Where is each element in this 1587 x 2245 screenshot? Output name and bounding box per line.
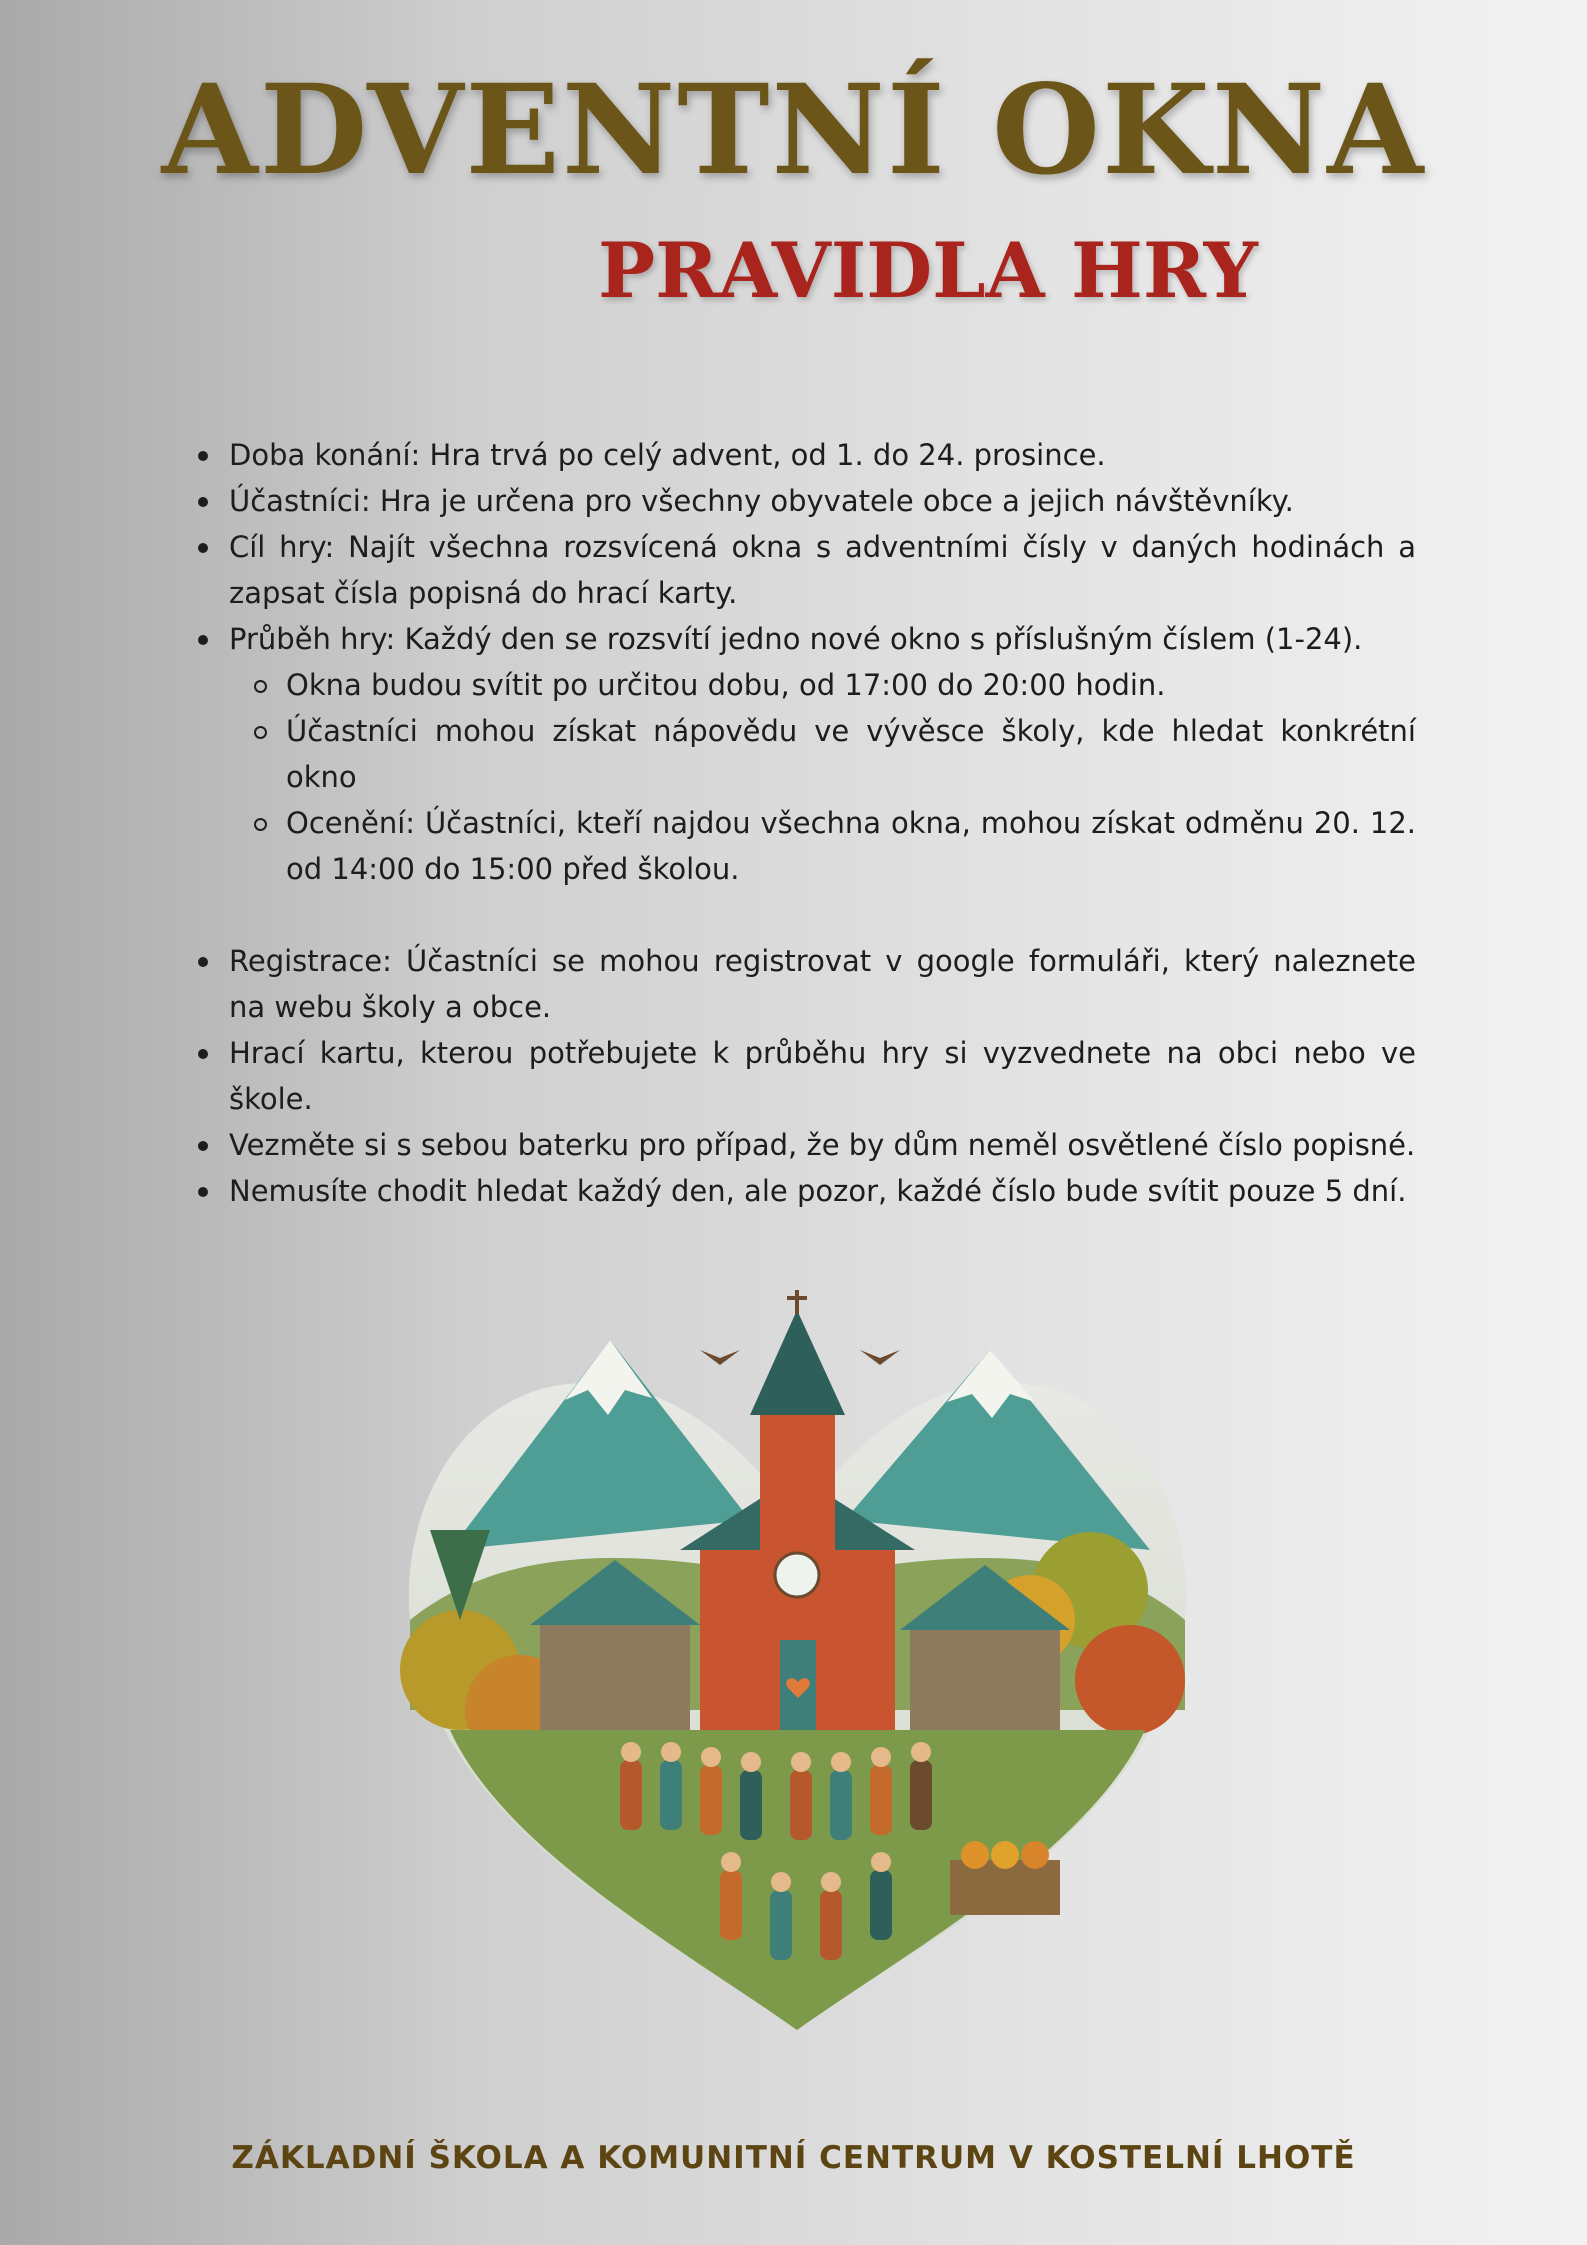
footer-school-name: ZÁKLADNÍ ŠKOLA A KOMUNITNÍ CENTRUM V KOSTELNÍ LHOTĚ bbox=[231, 2140, 1356, 2176]
pumpkin-icon bbox=[961, 1841, 989, 1869]
rules-group-2 bbox=[196, 938, 1416, 1214]
rule-item: Vezměte si s sebou baterku pro případ, že by dům neměl osvětlené číslo popisné. bbox=[196, 1122, 1416, 1168]
church-window bbox=[775, 1553, 819, 1597]
church-tower bbox=[760, 1410, 835, 1560]
rule-item: Průběh hry: Každý den se rozsvítí jedno nové okno s příslušným číslem (1-24). bbox=[196, 616, 1416, 662]
bird-icon bbox=[700, 1350, 740, 1365]
rule-item: Hrací kartu, kterou potřebujete k průběhu hry si vyzvednete na obci nebo ve škole. bbox=[196, 1030, 1416, 1122]
page-subtitle: PRAVIDLA HRY bbox=[598, 226, 1258, 315]
sub-rule-item: Okna budou svítit po určitou dobu, od 17:00 do 20:00 hodin. bbox=[196, 662, 1416, 708]
bird-icon bbox=[860, 1350, 900, 1365]
spacer bbox=[196, 892, 1416, 938]
tree-icon bbox=[1075, 1625, 1185, 1735]
page-title: ADVENTNÍ OKNA bbox=[161, 58, 1426, 203]
rules-group-1 bbox=[196, 432, 1416, 662]
sub-rule-item: Ocenění: Účastníci, kteří najdou všechna okna, mohou získat odměnu 20. 12. od 14:00 do 15:00 před školou. bbox=[196, 800, 1416, 892]
rule-item: Účastníci: Hra je určena pro všechny obyvatele obce a jejich návštěvníky. bbox=[196, 478, 1416, 524]
rule-item: Nemusíte chodit hledat každý den, ale pozor, každé číslo bude svítit pouze 5 dní. bbox=[196, 1168, 1416, 1214]
church-spire bbox=[750, 1310, 845, 1415]
rules-sublist bbox=[196, 662, 1416, 892]
pumpkin-icon bbox=[991, 1841, 1019, 1869]
pumpkin-icon bbox=[1021, 1841, 1049, 1869]
rule-item: Doba konání: Hra trvá po celý advent, od 1. do 24. prosince. bbox=[196, 432, 1416, 478]
sub-rule-item: Účastníci mohou získat nápovědu ve vývěsce školy, kde hledat konkrétní okno bbox=[196, 708, 1416, 800]
village-heart-illustration bbox=[390, 1290, 1205, 2050]
rule-item: Cíl hry: Najít všechna rozsvícená okna s adventními čísly v daných hodinách a zapsat čísla popisná do hrací karty. bbox=[196, 524, 1416, 616]
house-left bbox=[540, 1620, 690, 1730]
rule-item: Registrace: Účastníci se mohou registrovat v google formuláři, který naleznete na webu školy a obce. bbox=[196, 938, 1416, 1030]
rules-list bbox=[196, 432, 1416, 1214]
house-right bbox=[910, 1625, 1060, 1735]
